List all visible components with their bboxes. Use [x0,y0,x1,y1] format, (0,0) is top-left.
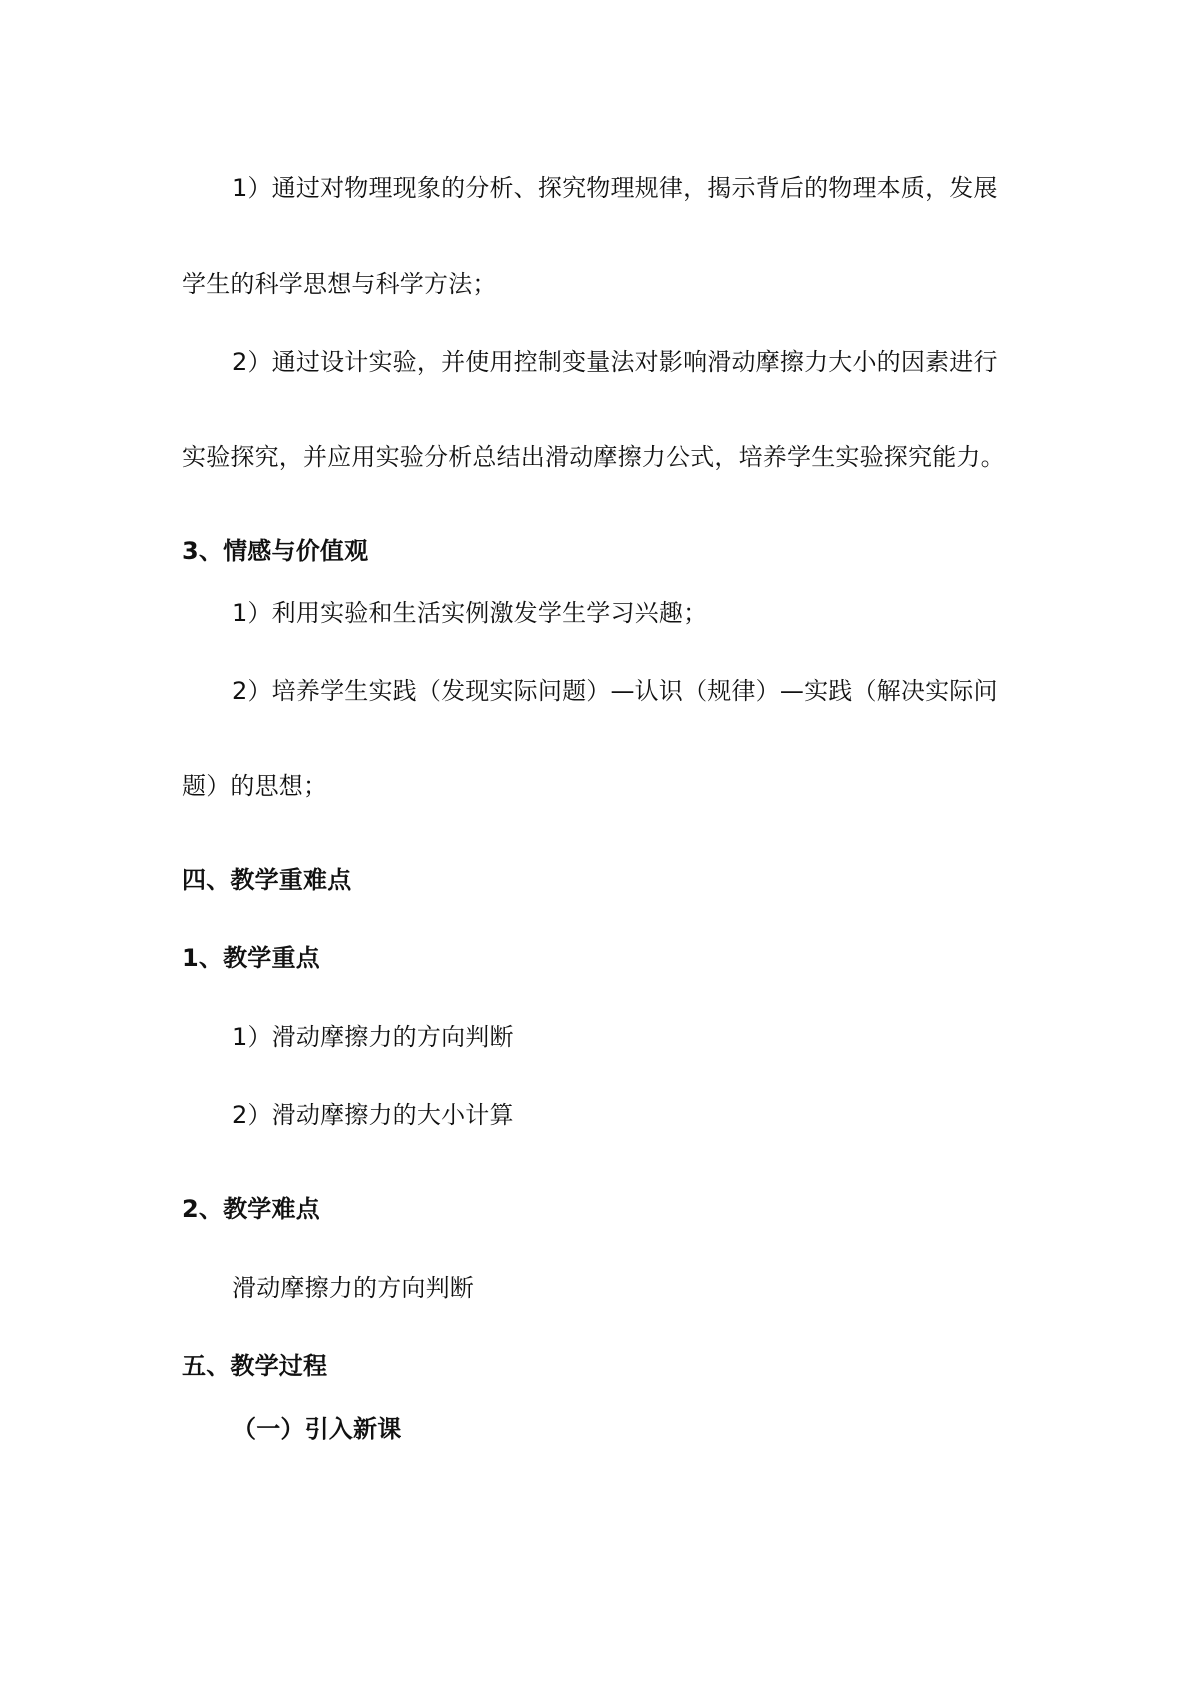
section-heading-teaching-process: 五、教学过程 [182,1352,328,1380]
objective-3-2-line-2: 题）的思想； [182,772,328,800]
objective-2-1-line-2: 学生的科学思想与科学方法； [182,270,497,298]
focus-item-1: 1）滑动摩擦力的方向判断 [232,1023,514,1051]
subheading-teaching-difficulty: 2、教学难点 [182,1195,320,1223]
objective-3-2-line-1: 2）培养学生实践（发现实际问题）—认识（规律）—实践（解决实际问 [232,677,998,705]
objective-2-2-line-2: 实验探究，并应用实验分析总结出滑动摩擦力公式，培养学生实验探究能力。 [182,443,1005,471]
objective-3-1: 1）利用实验和生活实例激发学生学习兴趣； [232,599,708,627]
difficulty-item: 滑动摩擦力的方向判断 [232,1274,474,1302]
section-heading-emotion-values: 3、情感与价值观 [182,537,369,565]
subheading-introduction: （一）引入新课 [232,1415,402,1443]
section-heading-key-difficult-points: 四、教学重难点 [182,866,352,894]
objective-2-1-line-1: 1）通过对物理现象的分析、探究物理规律，揭示背后的物理本质，发展 [232,174,998,202]
subheading-teaching-focus: 1、教学重点 [182,944,320,972]
focus-item-2: 2）滑动摩擦力的大小计算 [232,1101,514,1129]
objective-2-2-line-1: 2）通过设计实验，并使用控制变量法对影响滑动摩擦力大小的因素进行 [232,348,998,376]
